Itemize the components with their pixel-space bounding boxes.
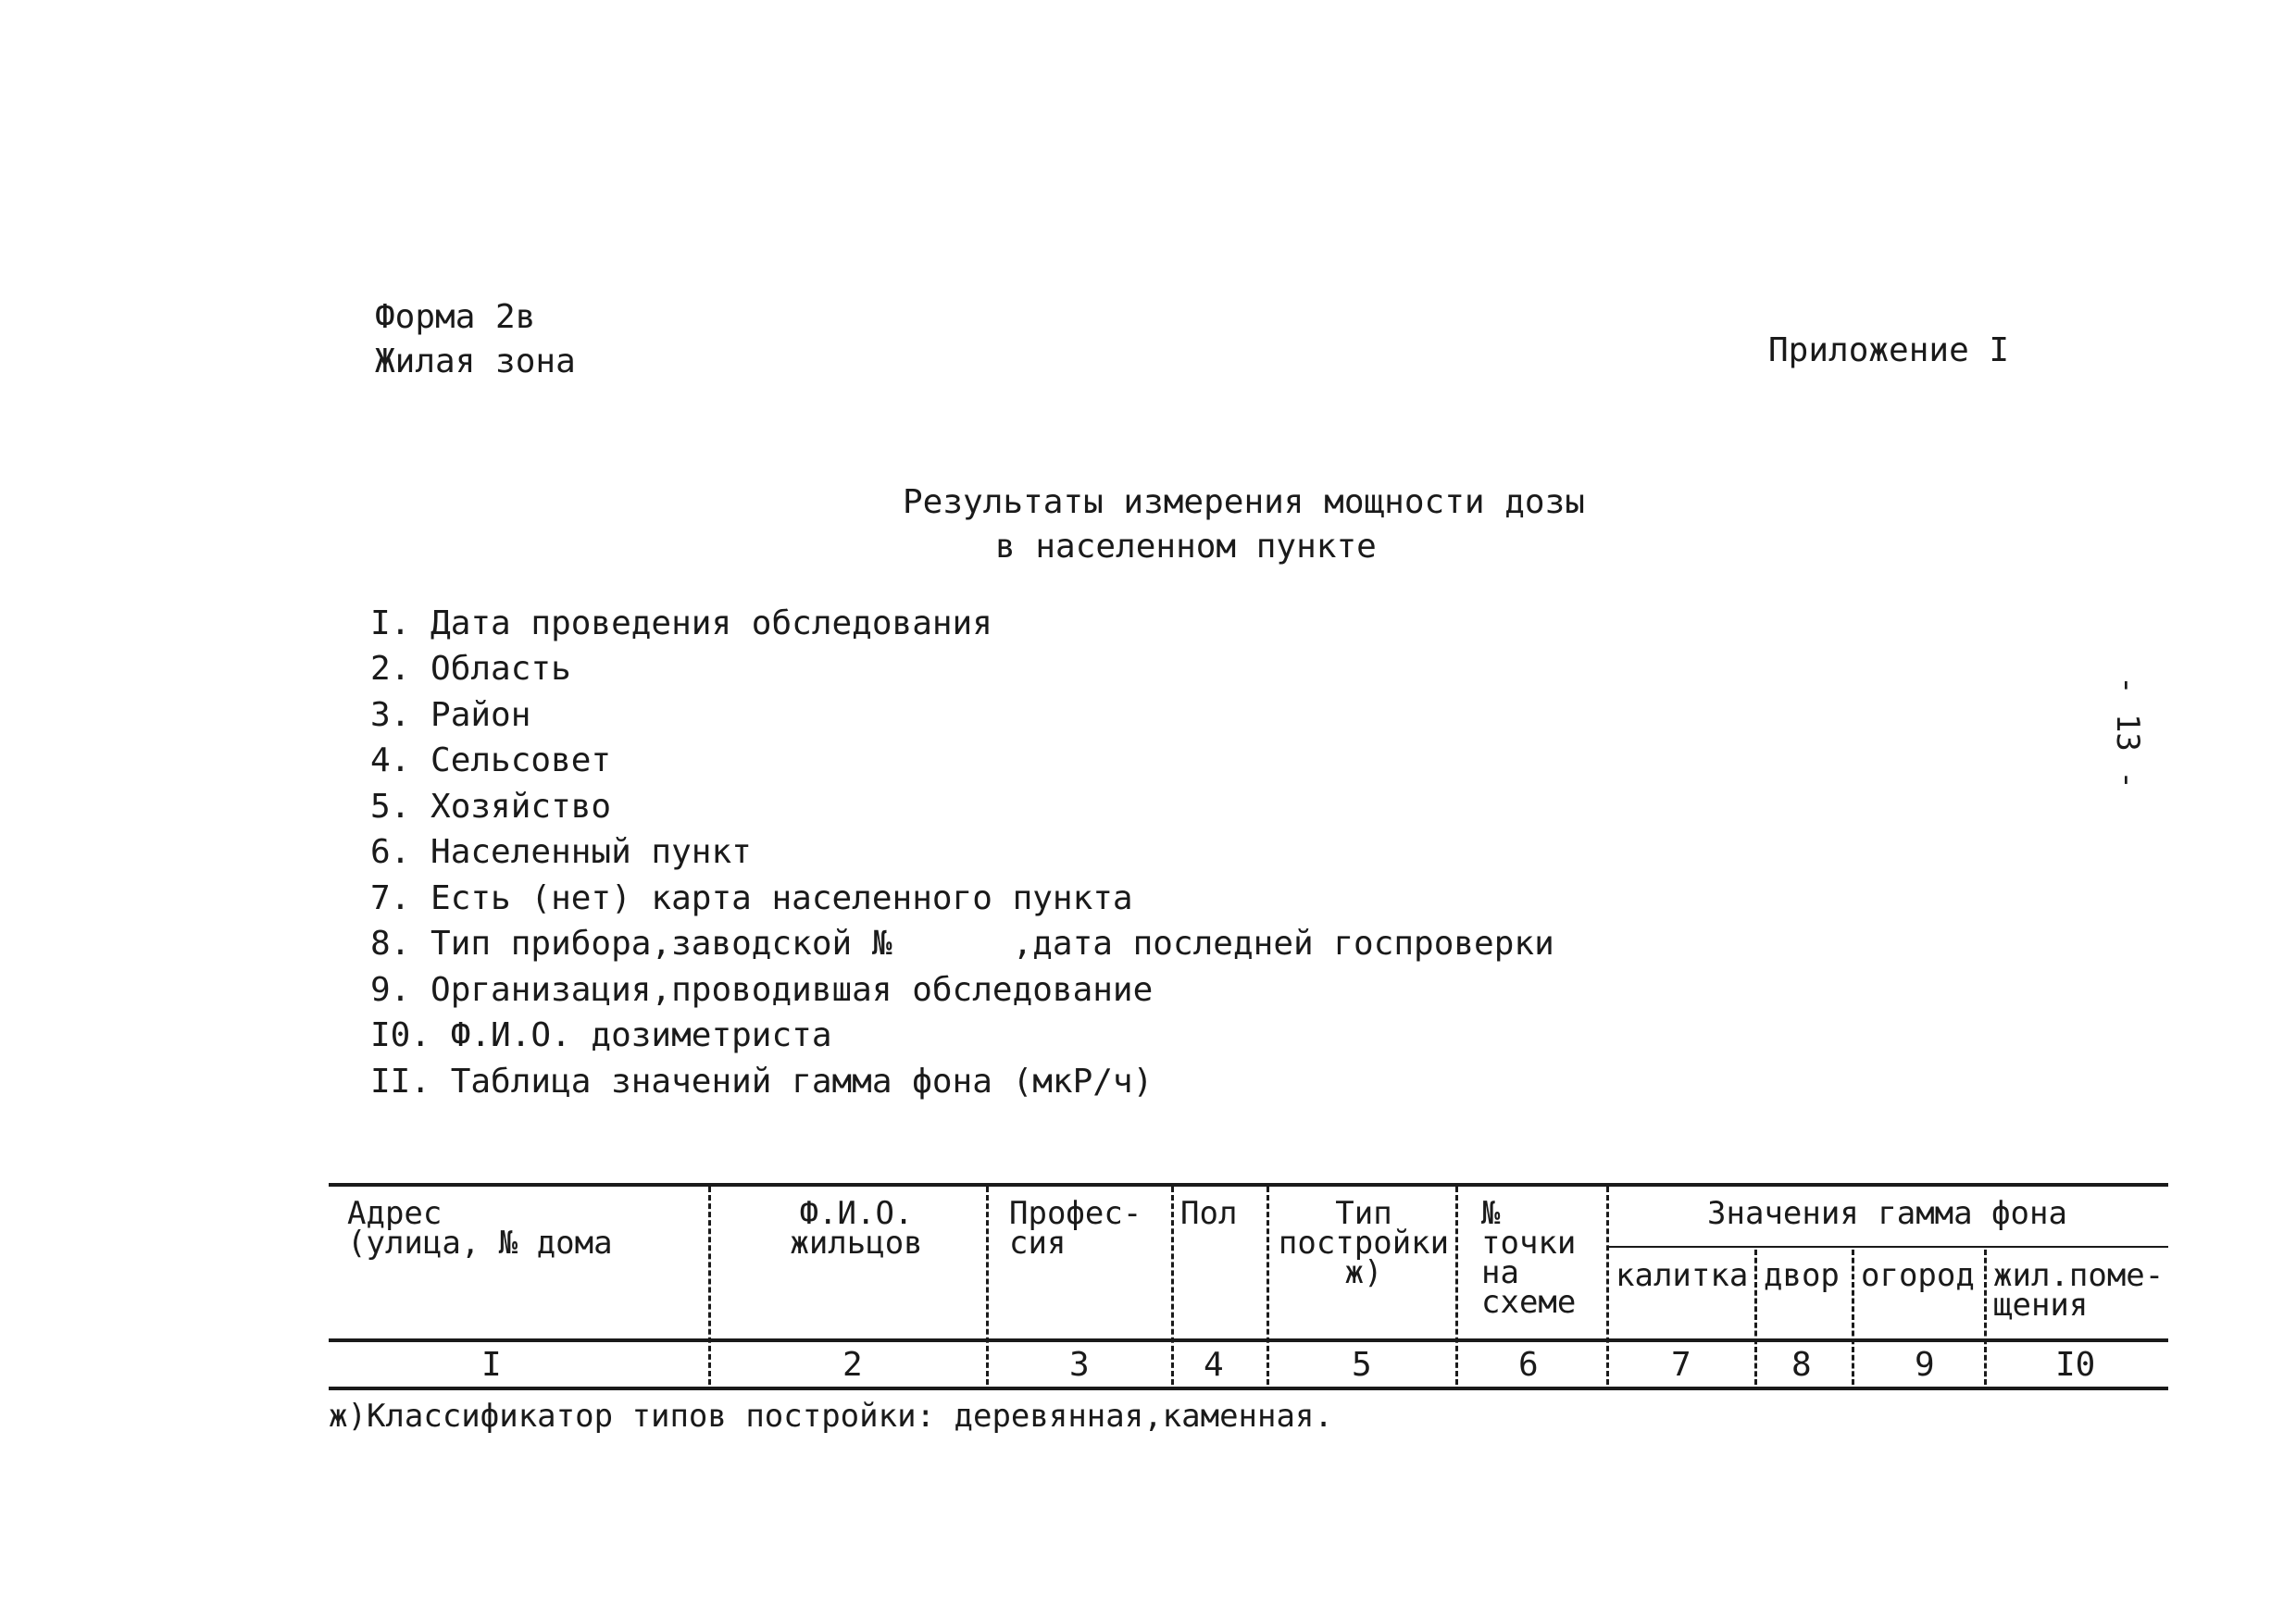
zone-label: Жилая зона bbox=[375, 342, 576, 380]
survey-item-3: 3. Район bbox=[370, 696, 531, 734]
subcolumn-header-living-room: жил.поме- щения bbox=[1993, 1257, 2165, 1324]
subcolumn-divider bbox=[1852, 1250, 1854, 1385]
subcolumn-divider bbox=[1984, 1250, 1987, 1385]
column-header-address: Адрес (улица, № дома bbox=[347, 1195, 613, 1262]
survey-item-11: II. Таблица значений гамма фона (мкР/ч) bbox=[370, 1063, 1154, 1101]
column-number: I bbox=[481, 1346, 502, 1384]
table-top-rule bbox=[329, 1183, 2168, 1187]
column-divider bbox=[1455, 1187, 1458, 1385]
survey-item-4: 4. Сельсовет bbox=[370, 741, 612, 779]
column-divider bbox=[1171, 1187, 1174, 1385]
column-header-sex: Пол bbox=[1180, 1195, 1238, 1232]
column-number: 4 bbox=[1204, 1346, 1224, 1384]
survey-item-8: 8. Тип прибора,заводской № ,дата последней госпроверки bbox=[370, 925, 1554, 963]
group-header-gamma-values: Значения гамма фона bbox=[1707, 1195, 2067, 1232]
appendix-label: Приложение I bbox=[1768, 331, 2010, 369]
column-number: I0 bbox=[2055, 1346, 2096, 1384]
survey-item-10: I0. Ф.И.О. дозиметриста bbox=[370, 1016, 832, 1054]
column-divider bbox=[708, 1187, 711, 1385]
subcolumn-header-yard: двор bbox=[1764, 1257, 1840, 1294]
column-header-building-type: Тип постройки ж) bbox=[1278, 1195, 1450, 1291]
column-number: 8 bbox=[1791, 1346, 1812, 1384]
column-header-point-number: № точки на схеме bbox=[1481, 1195, 1577, 1321]
column-number: 6 bbox=[1518, 1346, 1539, 1384]
column-number: 7 bbox=[1671, 1346, 1691, 1384]
footnote: ж)Классификатор типов постройки: деревянная,каменная. bbox=[329, 1398, 1333, 1435]
column-number: 3 bbox=[1069, 1346, 1090, 1384]
document-title-line-2: в населенном пункте bbox=[995, 528, 1377, 566]
column-number: 5 bbox=[1352, 1346, 1372, 1384]
subcolumn-divider bbox=[1754, 1250, 1757, 1385]
survey-item-7: 7. Есть (нет) карта населенного пункта bbox=[370, 879, 1133, 917]
column-number: 2 bbox=[842, 1346, 863, 1384]
column-header-profession: Профес- сия bbox=[1009, 1195, 1142, 1262]
group-header-rule bbox=[1606, 1246, 2168, 1248]
survey-item-5: 5. Хозяйство bbox=[370, 788, 612, 826]
header-bottom-rule bbox=[329, 1338, 2168, 1342]
column-number: 9 bbox=[1915, 1346, 1935, 1384]
form-label: Форма 2в bbox=[375, 298, 536, 336]
survey-item-6: 6. Населенный пункт bbox=[370, 833, 752, 871]
subcolumn-header-gate: калитка bbox=[1616, 1257, 1749, 1294]
survey-item-2: 2. Область bbox=[370, 650, 571, 688]
document-title-line-1: Результаты измерения мощности дозы bbox=[903, 483, 1585, 521]
column-header-residents: Ф.И.О. жильцов bbox=[790, 1195, 923, 1262]
survey-item-9: 9. Организация,проводившая обследование bbox=[370, 971, 1154, 1009]
survey-item-1: I. Дата проведения обследования bbox=[370, 604, 992, 642]
column-divider bbox=[986, 1187, 989, 1385]
page-number: - 13 - bbox=[2109, 676, 2146, 790]
column-divider bbox=[1267, 1187, 1269, 1385]
subcolumn-header-garden: огород bbox=[1861, 1257, 1975, 1294]
table-bottom-rule bbox=[329, 1387, 2168, 1390]
